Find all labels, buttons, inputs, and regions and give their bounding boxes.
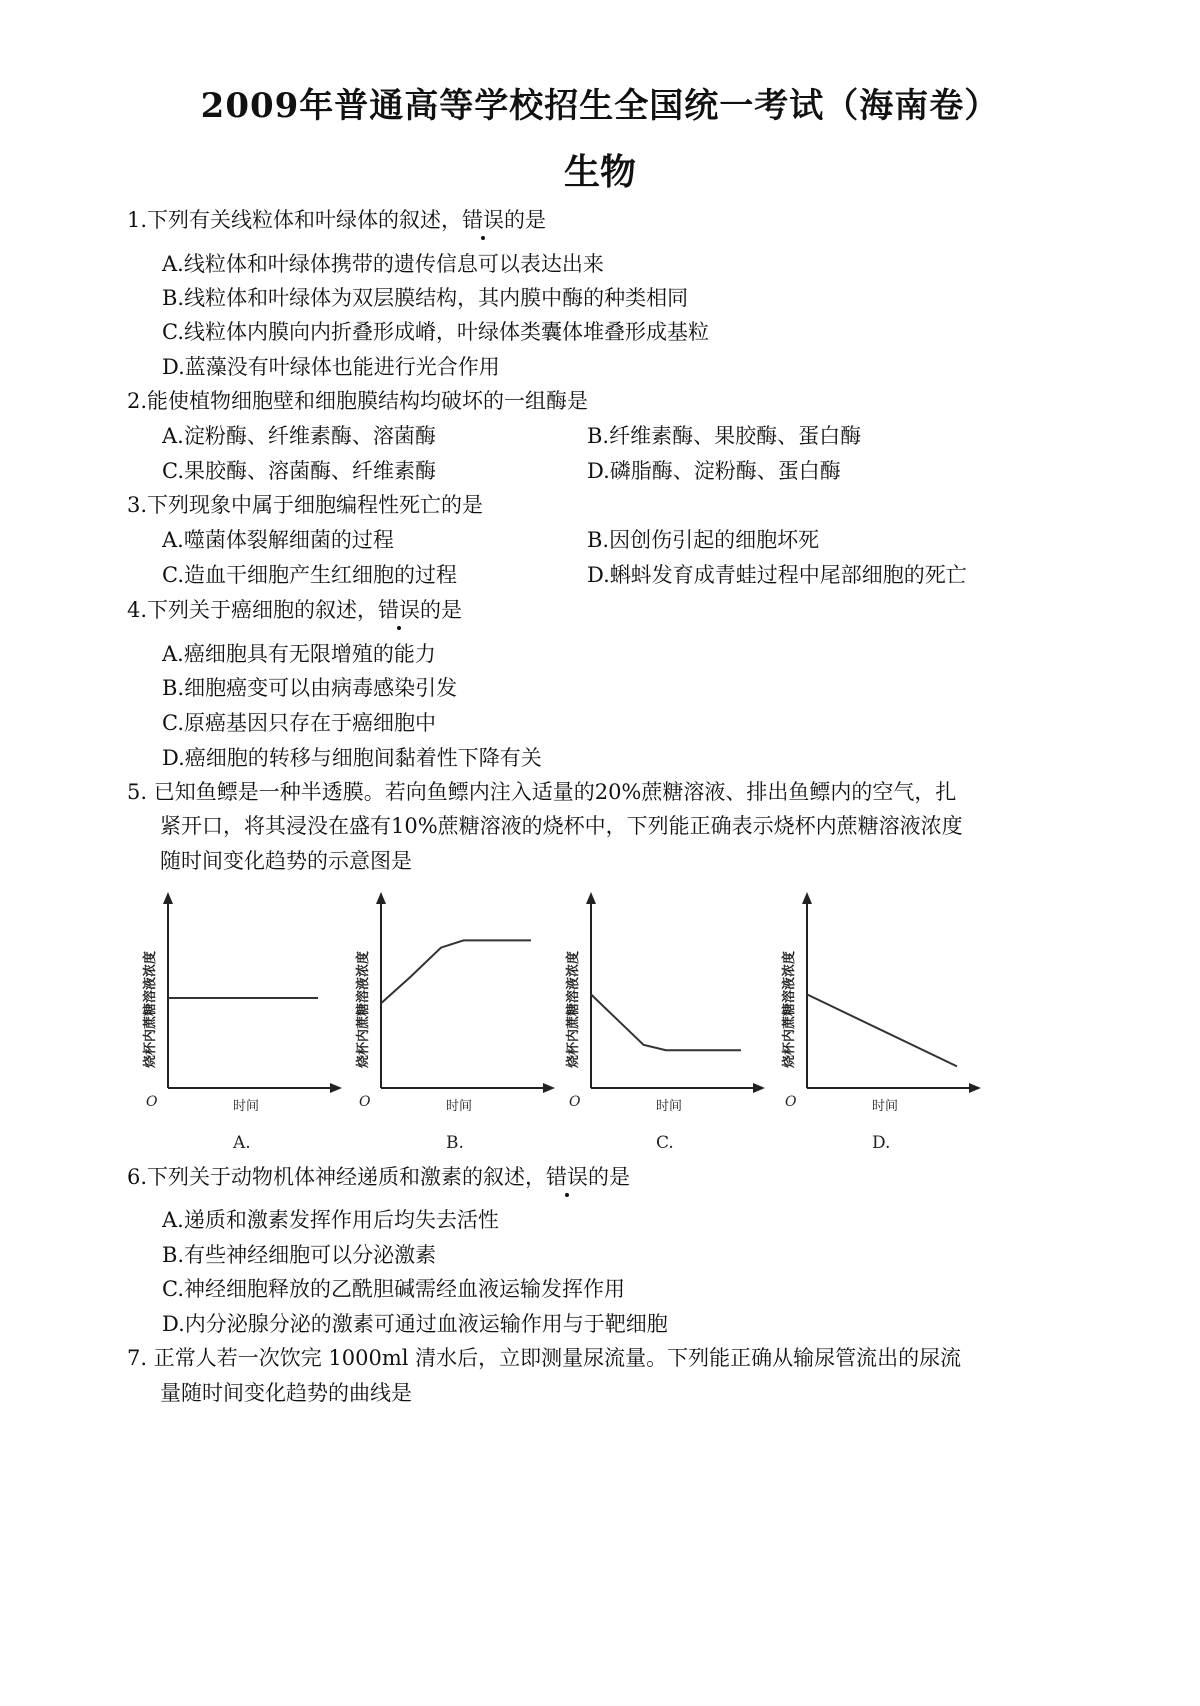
emphasis-error: 错误 bbox=[546, 1165, 589, 1189]
question-4-stem: 4.下列关于癌细胞的叙述，错误的是 bbox=[127, 598, 463, 622]
graph-d bbox=[781, 892, 981, 1150]
q6-option-c: C.神经细胞释放的乙酰胆碱需经血液运输发挥作用 bbox=[162, 1277, 625, 1301]
graph-option-label: B. bbox=[446, 1133, 464, 1150]
graph-c bbox=[565, 892, 765, 1150]
question-1-stem: 1.下列有关线粒体和叶绿体的叙述，错误的是 bbox=[127, 208, 547, 232]
question-3-stem: 3.下列现象中属于细胞编程性死亡的是 bbox=[127, 493, 484, 517]
question-2-stem: 2.能使植物细胞壁和细胞膜结构均破坏的一组酶是 bbox=[127, 389, 589, 413]
y-axis-label: 烧杯内蔗糖溶液浓度 bbox=[356, 950, 371, 1068]
x-axis-arrow bbox=[969, 1083, 981, 1093]
exam-title: 2009年普通高等学校招生全国统一考试（海南卷） bbox=[200, 86, 1000, 126]
q2-option-d: D.磷脂酶、淀粉酶、蛋白酶 bbox=[587, 459, 841, 483]
x-axis-arrow bbox=[330, 1083, 342, 1093]
origin-label: O bbox=[359, 1094, 371, 1110]
graph-b bbox=[355, 892, 555, 1150]
q1-option-c: C.线粒体内膜向内折叠形成嵴，叶绿体类囊体堆叠形成基粒 bbox=[162, 320, 709, 344]
origin-label: O bbox=[569, 1094, 581, 1110]
y-axis-label: 烧杯内蔗糖溶液浓度 bbox=[566, 950, 581, 1068]
q1-option-a: A.线粒体和叶绿体携带的遗传信息可以表达出来 bbox=[162, 252, 604, 276]
x-axis-label: 时间 bbox=[446, 1099, 473, 1114]
series-line bbox=[807, 994, 957, 1066]
origin-label: O bbox=[146, 1094, 158, 1110]
question-6-stem: 6.下列关于动物机体神经递质和激素的叙述，错误的是 bbox=[127, 1165, 631, 1189]
q2-option-a: A.淀粉酶、纤维素酶、溶菌酶 bbox=[162, 424, 436, 448]
graph-option-label: D. bbox=[872, 1133, 891, 1150]
q3-option-d: D.蝌蚪发育成青蛙过程中尾部细胞的死亡 bbox=[587, 563, 967, 587]
y-axis-label: 烧杯内蔗糖溶液浓度 bbox=[782, 950, 797, 1068]
graph-option-label: C. bbox=[656, 1133, 674, 1150]
q3-option-c: C.造血干细胞产生红细胞的过程 bbox=[162, 563, 457, 587]
subject-title: 生物 bbox=[563, 151, 636, 193]
question-5-line-2: 紧开口，将其浸没在盛有10%蔗糖溶液的烧杯中，下列能正确表示烧杯内蔗糖溶液浓度 bbox=[160, 814, 963, 838]
emphasis-error: 错误 bbox=[378, 598, 421, 622]
q3-option-b: B.因创伤引起的细胞坏死 bbox=[587, 528, 820, 552]
x-axis-arrow bbox=[543, 1083, 555, 1093]
question-7-line-1: 7. 正常人若一次饮完 1000ml 清水后，立即测量尿流量。下列能正确从输尿管流出的尿流 bbox=[127, 1346, 962, 1370]
y-axis-arrow bbox=[586, 892, 596, 904]
y-axis-arrow bbox=[802, 892, 812, 904]
y-axis-arrow bbox=[163, 892, 173, 904]
q4-option-b: B.细胞癌变可以由病毒感染引发 bbox=[162, 676, 458, 700]
y-axis-arrow bbox=[376, 892, 386, 904]
graph-a bbox=[142, 892, 342, 1150]
q4-option-d: D.癌细胞的转移与细胞间黏着性下降有关 bbox=[162, 746, 542, 770]
q1-option-d: D.蓝藻没有叶绿体也能进行光合作用 bbox=[162, 355, 500, 379]
q5-graph-options bbox=[0, 880, 1200, 1150]
q4-option-a: A.癌细胞具有无限增殖的能力 bbox=[162, 642, 436, 666]
q6-option-a: A.递质和激素发挥作用后均失去活性 bbox=[162, 1208, 499, 1232]
question-7-line-2: 量随时间变化趋势的曲线是 bbox=[160, 1381, 412, 1405]
x-axis-label: 时间 bbox=[872, 1099, 899, 1114]
graph-option-label: A. bbox=[233, 1133, 251, 1150]
x-axis-arrow bbox=[753, 1083, 765, 1093]
q6-option-b: B.有些神经细胞可以分泌激素 bbox=[162, 1243, 437, 1267]
emphasis-error: 错误 bbox=[462, 208, 505, 232]
question-5-line-1: 5. 已知鱼鳔是一种半透膜。若向鱼鳔内注入适量的20%蔗糖溶液、排出鱼鳔内的空气，扎 bbox=[127, 780, 957, 804]
q1-option-b: B.线粒体和叶绿体为双层膜结构，其内膜中酶的种类相同 bbox=[162, 286, 689, 310]
q2-option-b: B.纤维素酶、果胶酶、蛋白酶 bbox=[587, 424, 862, 448]
q3-option-a: A.噬菌体裂解细菌的过程 bbox=[162, 528, 394, 552]
q2-option-c: C.果胶酶、溶菌酶、纤维素酶 bbox=[162, 459, 436, 483]
series-line bbox=[381, 940, 531, 1003]
q6-option-d: D.内分泌腺分泌的激素可通过血液运输作用与于靶细胞 bbox=[162, 1312, 668, 1336]
x-axis-label: 时间 bbox=[233, 1099, 260, 1114]
y-axis-label: 烧杯内蔗糖溶液浓度 bbox=[143, 950, 158, 1068]
x-axis-label: 时间 bbox=[656, 1099, 683, 1114]
q4-option-c: C.原癌基因只存在于癌细胞中 bbox=[162, 711, 436, 735]
question-5-line-3: 随时间变化趋势的示意图是 bbox=[160, 849, 412, 873]
series-line bbox=[591, 994, 741, 1050]
origin-label: O bbox=[785, 1094, 797, 1110]
